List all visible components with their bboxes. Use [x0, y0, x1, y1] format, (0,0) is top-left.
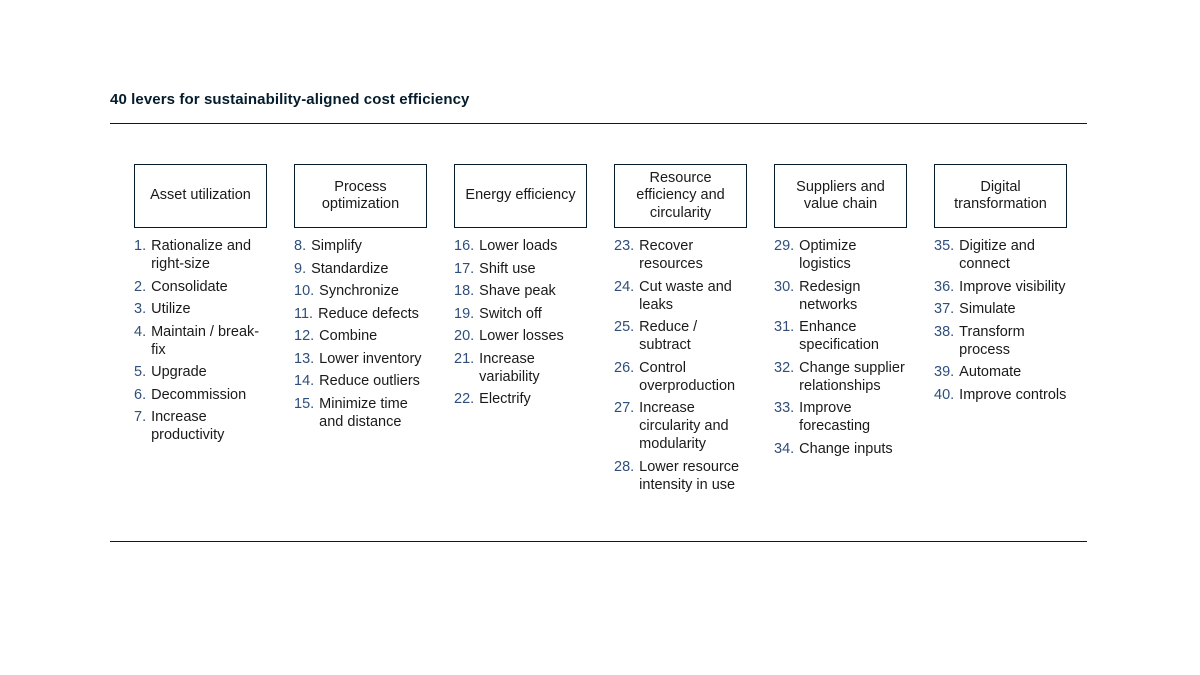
lever-number: 24.	[614, 278, 635, 295]
lever-item	[934, 300, 1069, 318]
lever-label: Enhance specification	[799, 319, 879, 353]
lever-label: Lower resource intensity in use	[639, 458, 740, 493]
lever-number: 7.	[134, 409, 147, 425]
lever-number: 2.	[134, 278, 147, 295]
bottom-divider	[110, 541, 1087, 542]
category-header: Digital transformation	[934, 164, 1067, 228]
lever-number: 16.	[454, 238, 475, 254]
lever-number: 26.	[614, 359, 635, 376]
lever-item	[294, 372, 429, 390]
lever-item	[774, 318, 909, 354]
lever-item	[614, 237, 749, 273]
lever-label: Transform process	[959, 323, 1025, 358]
lever-number: 33.	[774, 400, 795, 416]
lever-number: 27.	[614, 400, 635, 416]
category-header: Resource efficiency and circularity	[614, 164, 747, 228]
lever-number: 11.	[294, 305, 314, 322]
lever-item	[134, 237, 269, 273]
lever-number: 29.	[774, 238, 795, 254]
lever-number: 17.	[454, 260, 475, 277]
lever-item	[134, 278, 269, 296]
lever-label: Rationalize and right-size	[151, 238, 252, 272]
lever-item	[454, 305, 589, 323]
lever-item	[134, 408, 269, 444]
lever-label: Lower losses	[479, 328, 564, 344]
category-header: Asset utilization	[134, 164, 267, 228]
lever-label: Simulate	[959, 301, 1016, 317]
lever-item	[294, 305, 429, 323]
lever-item	[294, 395, 429, 431]
lever-number: 5.	[134, 364, 147, 380]
category-header: Process optimization	[294, 164, 427, 228]
top-divider	[110, 123, 1087, 124]
lever-label: Reduce outliers	[319, 373, 420, 389]
lever-label: Improve visibility	[959, 278, 1066, 295]
lever-item	[134, 300, 269, 318]
lever-item	[774, 440, 909, 458]
lever-label: Change inputs	[799, 440, 893, 457]
lever-number: 22.	[454, 391, 475, 407]
lever-item	[454, 390, 589, 408]
lever-label: Shift use	[479, 260, 536, 277]
lever-label: Utilize	[151, 301, 191, 317]
lever-label: Digitize and connect	[959, 238, 1035, 272]
lever-number: 14.	[294, 373, 315, 389]
lever-label: Control overproduction	[639, 359, 736, 394]
lever-label: Reduce defects	[318, 305, 419, 322]
lever-label: Improve forecasting	[799, 400, 871, 434]
lever-columns	[134, 164, 1069, 498]
lever-list	[934, 237, 1069, 404]
lever-label: Electrify	[479, 391, 531, 407]
lever-number: 3.	[134, 301, 147, 317]
lever-label: Increase productivity	[151, 409, 225, 443]
lever-label: Cut waste and leaks	[639, 278, 732, 313]
lever-number: 8.	[294, 238, 307, 254]
lever-item	[454, 260, 589, 278]
lever-column	[934, 164, 1069, 498]
lever-item	[774, 399, 909, 435]
lever-item	[454, 282, 589, 300]
category-header: Energy efficiency	[454, 164, 587, 228]
lever-number: 9.	[294, 260, 307, 277]
lever-column	[454, 164, 589, 498]
lever-number: 34.	[774, 440, 795, 457]
lever-item	[774, 359, 909, 395]
lever-label: Consolidate	[151, 278, 228, 295]
lever-item	[294, 350, 429, 368]
lever-label: Increase variability	[479, 350, 540, 385]
lever-column	[294, 164, 429, 498]
lever-item	[294, 327, 429, 345]
lever-label: Recover resources	[639, 238, 703, 272]
lever-column	[134, 164, 269, 498]
lever-number: 4.	[134, 323, 147, 340]
lever-label: Optimize logistics	[799, 238, 857, 272]
lever-item	[934, 278, 1069, 296]
lever-item	[934, 237, 1069, 273]
lever-item	[134, 323, 269, 359]
lever-label: Automate	[959, 364, 1022, 380]
lever-number: 36.	[934, 278, 955, 295]
lever-number: 30.	[774, 278, 795, 295]
lever-list	[294, 237, 429, 431]
lever-number: 37.	[934, 301, 955, 317]
lever-item	[294, 260, 429, 278]
lever-label: Upgrade	[151, 364, 207, 380]
lever-column	[774, 164, 909, 498]
lever-number: 21.	[454, 350, 475, 367]
lever-label: Increase circularity and modularity	[639, 400, 729, 452]
lever-number: 38.	[934, 323, 955, 340]
lever-item	[454, 327, 589, 345]
lever-item	[774, 237, 909, 273]
lever-number: 13.	[294, 350, 315, 367]
lever-list	[454, 237, 589, 408]
lever-number: 6.	[134, 386, 147, 403]
lever-list	[774, 237, 909, 458]
lever-item	[934, 386, 1069, 404]
lever-item	[614, 458, 749, 494]
lever-list	[134, 237, 269, 444]
lever-item	[934, 363, 1069, 381]
lever-number: 10.	[294, 283, 315, 299]
lever-item	[134, 386, 269, 404]
lever-number: 23.	[614, 238, 635, 254]
page-title: 40 levers for sustainability-aligned cost efficiency	[110, 91, 470, 108]
lever-number: 20.	[454, 328, 475, 344]
category-header: Suppliers and value chain	[774, 164, 907, 228]
lever-item	[614, 278, 749, 314]
lever-list	[614, 237, 749, 494]
lever-item	[614, 318, 749, 354]
lever-item	[454, 237, 589, 255]
lever-label: Synchronize	[319, 283, 399, 299]
lever-number: 19.	[454, 305, 475, 322]
lever-label: Change supplier relationships	[799, 359, 905, 394]
lever-item	[934, 323, 1069, 359]
lever-item	[294, 282, 429, 300]
lever-number: 39.	[934, 364, 955, 380]
lever-item	[454, 350, 589, 386]
lever-number: 15.	[294, 395, 315, 412]
lever-label: Reduce / subtract	[639, 319, 698, 353]
lever-number: 32.	[774, 359, 795, 376]
lever-label: Lower inventory	[319, 350, 422, 367]
lever-label: Decommission	[151, 386, 247, 403]
lever-label: Improve controls	[959, 386, 1067, 403]
lever-item	[774, 278, 909, 314]
lever-column	[614, 164, 749, 498]
lever-label: Shave peak	[479, 283, 556, 299]
lever-number: 18.	[454, 283, 475, 299]
lever-label: Standardize	[311, 260, 389, 277]
lever-label: Redesign networks	[799, 278, 861, 313]
lever-label: Lower loads	[479, 238, 558, 254]
lever-number: 31.	[774, 319, 795, 335]
lever-item	[134, 363, 269, 381]
lever-label: Simplify	[311, 238, 362, 254]
lever-label: Switch off	[479, 305, 542, 322]
lever-number: 28.	[614, 458, 635, 475]
lever-label: Maintain / break-fix	[151, 323, 260, 358]
lever-item	[614, 399, 749, 453]
lever-number: 25.	[614, 319, 635, 335]
lever-item	[614, 359, 749, 395]
lever-label: Combine	[319, 328, 378, 344]
lever-label: Minimize time and distance	[319, 395, 408, 430]
lever-number: 1.	[134, 238, 147, 254]
lever-item	[294, 237, 429, 255]
lever-number: 12.	[294, 328, 315, 344]
lever-number: 40.	[934, 386, 955, 403]
lever-number: 35.	[934, 238, 955, 254]
